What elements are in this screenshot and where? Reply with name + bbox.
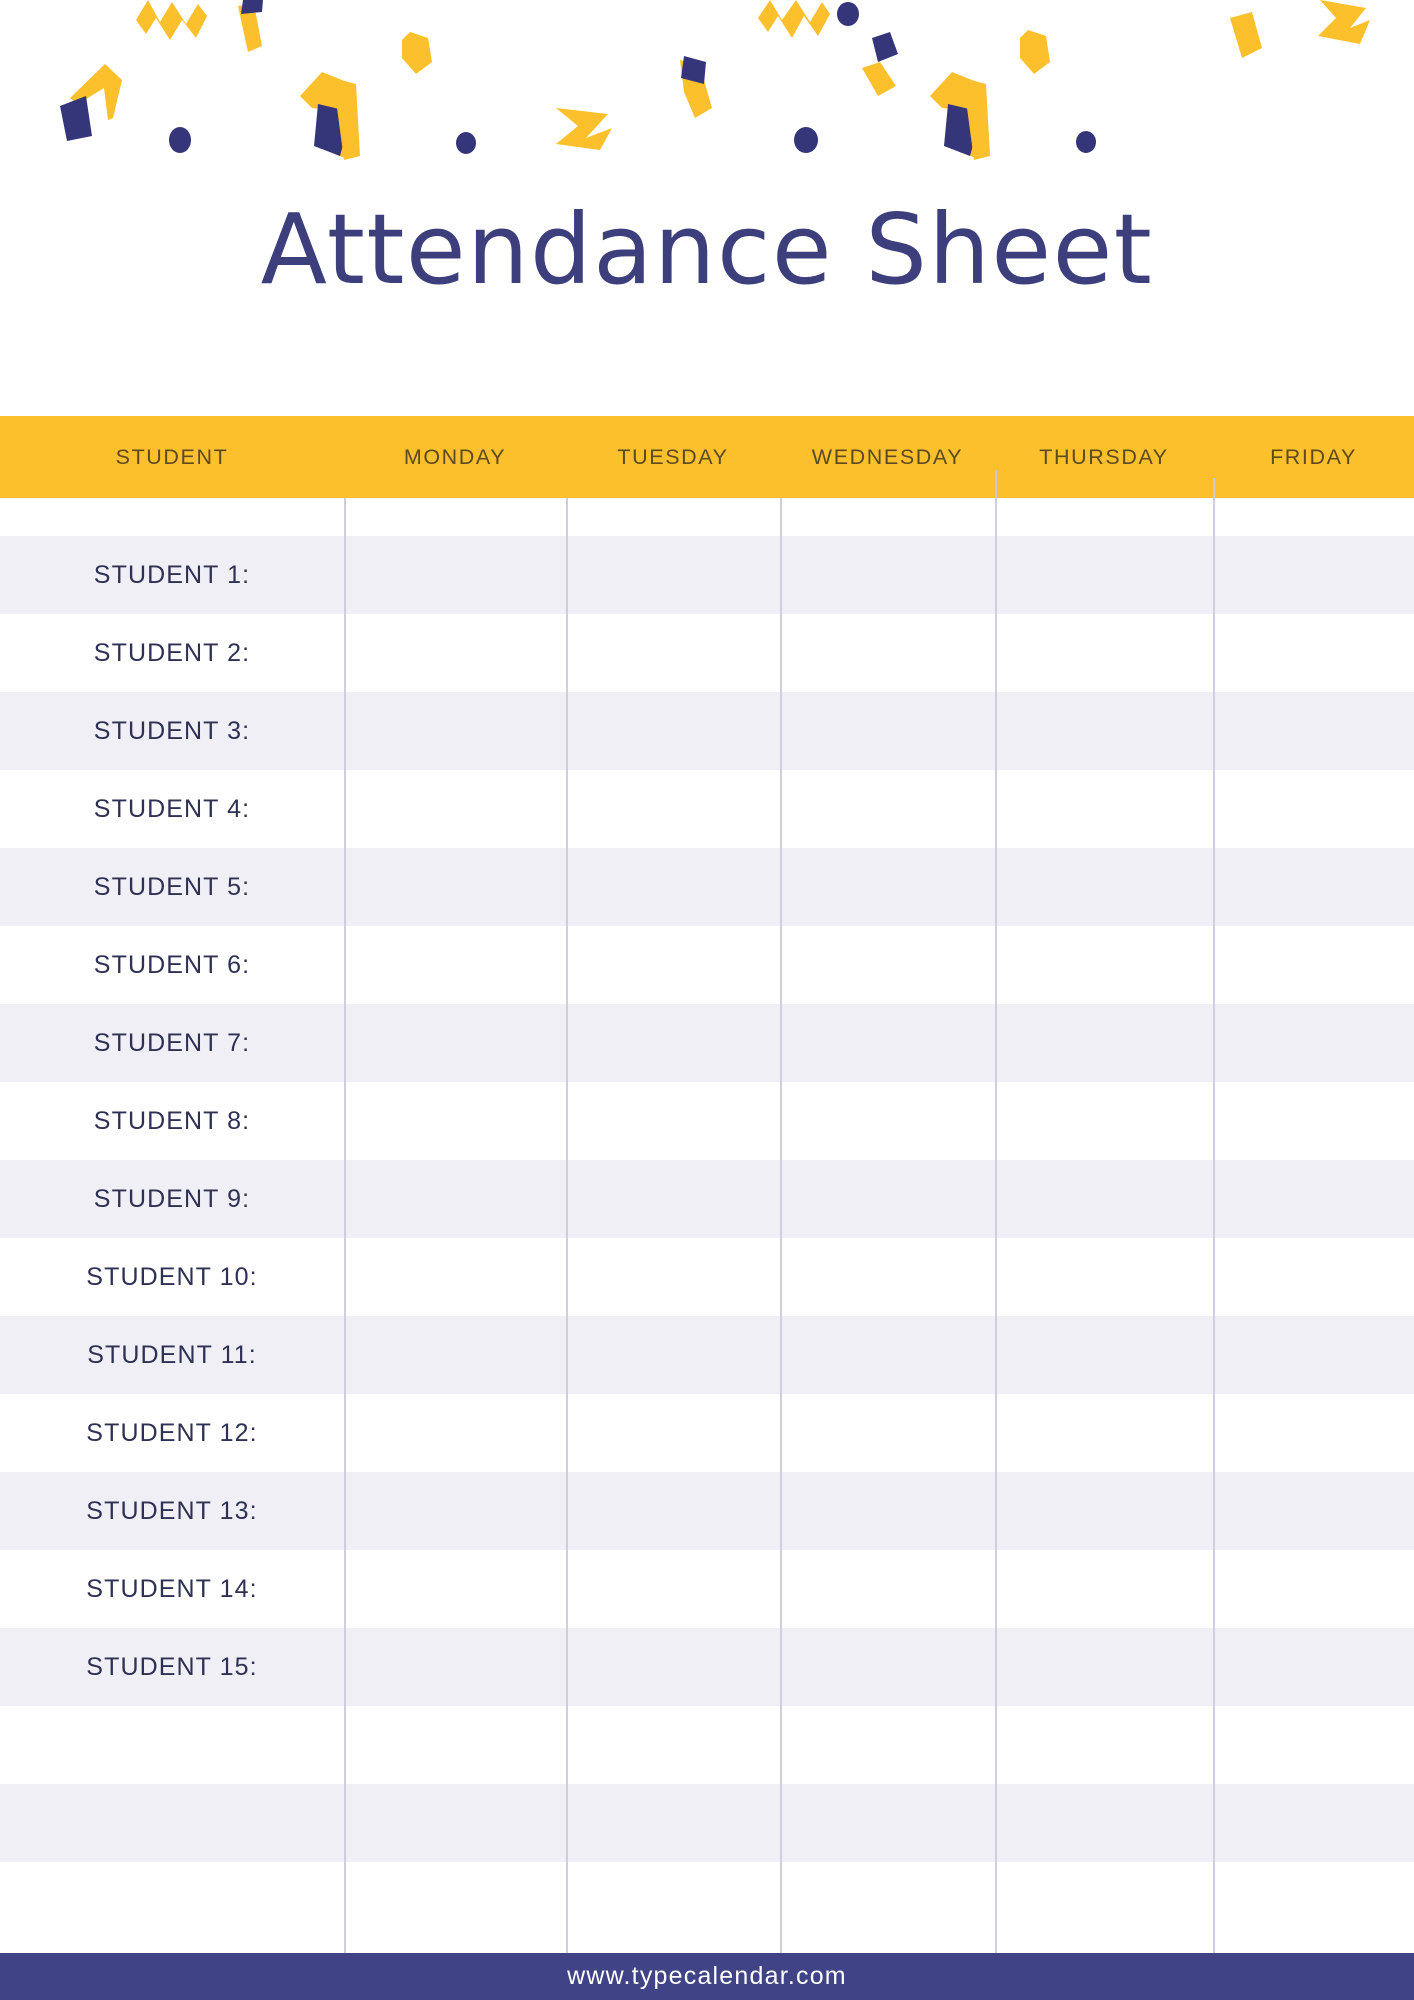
dot-doodle-3	[837, 2, 859, 26]
table-row-blank[interactable]	[0, 1706, 1414, 1784]
dot-doodle-1	[169, 127, 191, 153]
decorative-doodle-band	[0, 0, 1414, 200]
table-row[interactable]	[0, 848, 1414, 926]
table-row-blank[interactable]	[0, 1784, 1414, 1862]
column-header-student: STUDENT	[115, 444, 229, 469]
row-label-student-2: STUDENT 2:	[93, 638, 251, 667]
table-row[interactable]	[0, 926, 1414, 1004]
table-row[interactable]	[0, 1628, 1414, 1706]
dot-doodle-2	[456, 132, 476, 154]
table-row-blank[interactable]	[0, 1862, 1414, 1953]
column-divider-header-5	[1213, 478, 1215, 500]
diamond-doodle-right	[1020, 30, 1050, 74]
cell-thursday-1[interactable]	[995, 536, 1213, 614]
column-header-friday: FRIDAY	[1270, 444, 1357, 469]
table-row[interactable]	[0, 1160, 1414, 1238]
row-label-student-5: STUDENT 5:	[93, 872, 251, 901]
cell-monday-1[interactable]	[344, 536, 566, 614]
cell-friday-1[interactable]	[1213, 536, 1414, 614]
pencil-doodle-left	[60, 64, 122, 141]
row-label-blank-1	[0, 1706, 344, 1784]
cell-tuesday-1[interactable]	[566, 536, 780, 614]
column-divider-header-4	[995, 470, 997, 500]
pencil-doodle-right-2	[930, 72, 990, 160]
footer-url[interactable]: www.typecalendar.com	[567, 1962, 847, 1990]
diamond-doodle-center	[402, 32, 432, 74]
pencil-doodle-right-1	[680, 56, 712, 118]
dot-doodle-4	[794, 127, 818, 153]
pencil-doodle-left-2	[238, 0, 263, 52]
row-label-student-15: STUDENT 15:	[86, 1652, 258, 1681]
column-divider-5	[1213, 498, 1215, 1953]
table-row[interactable]	[0, 692, 1414, 770]
row-label-blank-3	[0, 1862, 344, 1940]
row-label-student-6: STUDENT 6:	[93, 950, 251, 979]
table-row[interactable]	[0, 1550, 1414, 1628]
row-label-blank-2	[0, 1784, 344, 1862]
table-row[interactable]	[0, 1394, 1414, 1472]
table-row[interactable]	[0, 1004, 1414, 1082]
table-row[interactable]	[0, 1082, 1414, 1160]
table-row[interactable]	[0, 1238, 1414, 1316]
row-label-student-9: STUDENT 9:	[93, 1184, 251, 1213]
row-label-student-8: STUDENT 8:	[93, 1106, 251, 1135]
table-row[interactable]	[0, 536, 1414, 614]
column-header-wednesday: WEDNESDAY	[811, 444, 964, 469]
cell-wednesday-1[interactable]	[780, 536, 995, 614]
attendance-table-body	[0, 498, 1414, 1953]
column-divider-2	[566, 498, 568, 1953]
table-row[interactable]	[0, 1316, 1414, 1394]
zigzag-doodle-left	[136, 0, 207, 40]
row-label-student-10: STUDENT 10:	[86, 1262, 258, 1291]
arrow-doodle-center	[556, 108, 612, 150]
row-label-student-7: STUDENT 7:	[93, 1028, 251, 1057]
zigzag-doodle-right	[758, 0, 830, 38]
footer-bar	[0, 1953, 1414, 2000]
table-row[interactable]	[0, 770, 1414, 848]
column-header-thursday: THURSDAY	[1039, 444, 1169, 469]
column-header-tuesday: TUESDAY	[617, 444, 729, 469]
table-row[interactable]	[0, 1472, 1414, 1550]
pencil-doodle-right-thin	[862, 32, 898, 96]
row-label-student-1: STUDENT 1:	[93, 560, 251, 589]
row-label-student-3: STUDENT 3:	[93, 716, 251, 745]
dot-doodle-5	[1076, 131, 1096, 153]
row-label-student-14: STUDENT 14:	[86, 1574, 258, 1603]
column-divider-1	[344, 498, 346, 1953]
column-header-monday: MONDAY	[403, 444, 507, 469]
row-label-student-11: STUDENT 11:	[87, 1340, 257, 1369]
row-label-student-13: STUDENT 13:	[86, 1496, 258, 1525]
column-divider-3	[780, 498, 782, 1953]
arrow-doodle-far-right	[1318, 0, 1370, 44]
row-label-student-4: STUDENT 4:	[93, 794, 251, 823]
page-title: Attendance Sheet	[260, 193, 1154, 306]
table-row[interactable]	[0, 614, 1414, 692]
pencil-doodle-far-right	[1230, 12, 1262, 58]
column-divider-4	[995, 498, 997, 1953]
table-header-bar	[0, 416, 1414, 498]
pencil-doodle-center-left	[300, 72, 360, 160]
row-label-student-12: STUDENT 12:	[86, 1418, 258, 1447]
